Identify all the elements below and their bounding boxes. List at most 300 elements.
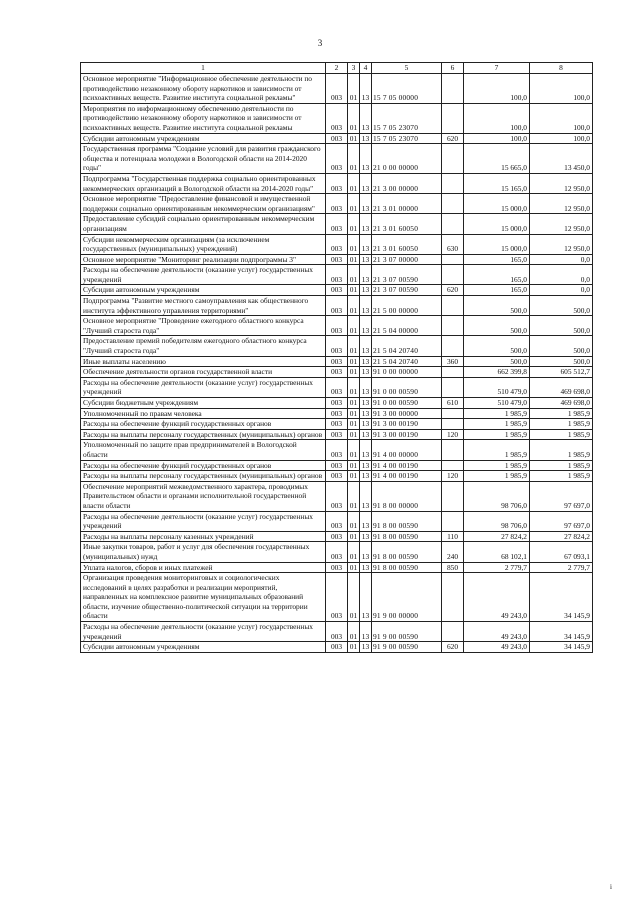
- ministry-code: 003: [326, 133, 348, 144]
- amount-year-2: 469 698,0: [530, 377, 593, 397]
- section-code: 01: [348, 144, 360, 174]
- section-code: 01: [348, 74, 360, 104]
- expense-type-code: [442, 408, 464, 419]
- amount-year-1: 510 479,0: [464, 398, 530, 409]
- target-article-code: 21 0 00 00000: [372, 144, 442, 174]
- ministry-code: 003: [326, 460, 348, 471]
- section-code: 01: [348, 429, 360, 440]
- target-article-code: 21 3 07 00000: [372, 254, 442, 265]
- amount-year-2: 12 950,0: [530, 234, 593, 254]
- amount-year-1: 15 000,0: [464, 214, 530, 234]
- amount-year-2: 1 985,9: [530, 408, 593, 419]
- expense-type-code: [442, 377, 464, 397]
- amount-year-1: 49 243,0: [464, 573, 530, 622]
- row-name: Обеспечение мероприятий межведомственного характера, проводимых Правительством области и органами исполнительной государственной власти области: [81, 481, 326, 511]
- target-article-code: 21 3 01 60050: [372, 234, 442, 254]
- section-code: 01: [348, 367, 360, 378]
- expense-type-code: [442, 296, 464, 316]
- amount-year-2: 100,0: [530, 103, 593, 133]
- subsection-code: 13: [360, 336, 372, 356]
- table-row: [81, 296, 593, 316]
- target-article-code: 91 8 00 00590: [372, 562, 442, 573]
- ministry-code: 003: [326, 429, 348, 440]
- amount-year-2: 27 824,2: [530, 531, 593, 542]
- subsection-code: 13: [360, 573, 372, 622]
- ministry-code: 003: [326, 173, 348, 193]
- expense-type-code: 620: [442, 285, 464, 296]
- section-code: 01: [348, 356, 360, 367]
- section-code: 01: [348, 265, 360, 285]
- header-cell: 5: [372, 63, 442, 74]
- target-article-code: 91 8 00 00000: [372, 481, 442, 511]
- amount-year-2: 67 093,1: [530, 542, 593, 562]
- row-name: Субсидии некоммерческим организациям (за исключением государственных (муниципальных) учреждений): [81, 234, 326, 254]
- target-article-code: 91 8 00 00590: [372, 542, 442, 562]
- row-name: Основное мероприятие "Мониторинг реализации подпрограммы 3": [81, 254, 326, 265]
- expense-type-code: [442, 440, 464, 460]
- amount-year-2: 1 985,9: [530, 440, 593, 460]
- subsection-code: 13: [360, 74, 372, 104]
- section-code: 01: [348, 642, 360, 653]
- section-code: 01: [348, 460, 360, 471]
- subsection-code: 13: [360, 367, 372, 378]
- target-article-code: 91 8 00 00590: [372, 511, 442, 531]
- target-article-code: 21 5 00 00000: [372, 296, 442, 316]
- amount-year-1: 1 985,9: [464, 471, 530, 482]
- amount-year-1: 15 665,0: [464, 144, 530, 174]
- subsection-code: 13: [360, 234, 372, 254]
- row-name: Расходы на обеспечение деятельности (оказание услуг) государственных учреждений: [81, 622, 326, 642]
- section-code: 01: [348, 573, 360, 622]
- ministry-code: 003: [326, 316, 348, 336]
- row-name: Субсидии автономным учреждениям: [81, 642, 326, 653]
- header-cell: 4: [360, 63, 372, 74]
- amount-year-2: 97 697,0: [530, 511, 593, 531]
- table-row: [81, 562, 593, 573]
- table-row: [81, 265, 593, 285]
- row-name: Уполномоченный по защите прав предпринимателей в Вологодской области: [81, 440, 326, 460]
- amount-year-1: 100,0: [464, 133, 530, 144]
- amount-year-2: 2 779,7: [530, 562, 593, 573]
- row-name: Иные выплаты населению: [81, 356, 326, 367]
- expense-type-code: [442, 336, 464, 356]
- table-row: [81, 367, 593, 378]
- section-code: 01: [348, 481, 360, 511]
- table-row: [81, 356, 593, 367]
- table-row: [81, 642, 593, 653]
- amount-year-1: 165,0: [464, 254, 530, 265]
- amount-year-1: 662 399,8: [464, 367, 530, 378]
- section-code: 01: [348, 622, 360, 642]
- section-code: 01: [348, 419, 360, 430]
- expense-type-code: [442, 460, 464, 471]
- subsection-code: 13: [360, 316, 372, 336]
- section-code: 01: [348, 471, 360, 482]
- section-code: 01: [348, 542, 360, 562]
- expense-type-code: 120: [442, 471, 464, 482]
- target-article-code: 21 5 04 20740: [372, 336, 442, 356]
- table-row: [81, 234, 593, 254]
- ministry-code: 003: [326, 296, 348, 316]
- header-cell: 6: [442, 63, 464, 74]
- expense-type-code: [442, 144, 464, 174]
- ministry-code: 003: [326, 254, 348, 265]
- amount-year-2: 34 145,9: [530, 573, 593, 622]
- target-article-code: 91 9 00 00590: [372, 622, 442, 642]
- target-article-code: 21 3 07 00590: [372, 265, 442, 285]
- row-name: Предоставление субсидий социально ориентированным некоммерческим организациям: [81, 214, 326, 234]
- section-code: 01: [348, 377, 360, 397]
- target-article-code: 91 3 00 00190: [372, 429, 442, 440]
- row-name: Субсидии бюджетным учреждениям: [81, 398, 326, 409]
- header-cell: 8: [530, 63, 593, 74]
- amount-year-2: 12 950,0: [530, 214, 593, 234]
- amount-year-2: 12 950,0: [530, 194, 593, 214]
- expense-type-code: [442, 419, 464, 430]
- row-name: Основное мероприятие "Проведение ежегодного областного конкурса "Лучший староста года": [81, 316, 326, 336]
- ministry-code: 003: [326, 285, 348, 296]
- ministry-code: 003: [326, 542, 348, 562]
- section-code: 01: [348, 511, 360, 531]
- amount-year-1: 165,0: [464, 285, 530, 296]
- expense-type-code: [442, 194, 464, 214]
- amount-year-2: 605 512,7: [530, 367, 593, 378]
- amount-year-1: 15 000,0: [464, 194, 530, 214]
- subsection-code: 13: [360, 285, 372, 296]
- amount-year-2: 34 145,9: [530, 622, 593, 642]
- amount-year-2: 500,0: [530, 296, 593, 316]
- ministry-code: 003: [326, 234, 348, 254]
- header-cell: 2: [326, 63, 348, 74]
- subsection-code: 13: [360, 173, 372, 193]
- target-article-code: 21 3 07 00590: [372, 285, 442, 296]
- header-cell: 3: [348, 63, 360, 74]
- ministry-code: 003: [326, 481, 348, 511]
- subsection-code: 13: [360, 419, 372, 430]
- amount-year-2: 0,0: [530, 254, 593, 265]
- amount-year-1: 1 985,9: [464, 460, 530, 471]
- amount-year-2: 469 698,0: [530, 398, 593, 409]
- amount-year-1: 100,0: [464, 74, 530, 104]
- expense-type-code: [442, 173, 464, 193]
- amount-year-1: 27 824,2: [464, 531, 530, 542]
- amount-year-1: 1 985,9: [464, 440, 530, 460]
- subsection-code: 13: [360, 429, 372, 440]
- ministry-code: 003: [326, 265, 348, 285]
- expense-type-code: [442, 214, 464, 234]
- expense-type-code: 620: [442, 642, 464, 653]
- expense-type-code: 240: [442, 542, 464, 562]
- subsection-code: 13: [360, 144, 372, 174]
- ministry-code: 003: [326, 471, 348, 482]
- amount-year-1: 165,0: [464, 265, 530, 285]
- section-code: 01: [348, 214, 360, 234]
- table-row: [81, 622, 593, 642]
- target-article-code: 91 9 00 00590: [372, 642, 442, 653]
- table-row: [81, 531, 593, 542]
- subsection-code: 13: [360, 511, 372, 531]
- section-code: 01: [348, 531, 360, 542]
- subsection-code: 13: [360, 214, 372, 234]
- expense-type-code: 120: [442, 429, 464, 440]
- expense-type-code: 620: [442, 133, 464, 144]
- section-code: 01: [348, 408, 360, 419]
- target-article-code: 91 8 00 00590: [372, 531, 442, 542]
- subsection-code: 13: [360, 440, 372, 460]
- amount-year-1: 1 985,9: [464, 408, 530, 419]
- target-article-code: 91 0 00 00590: [372, 377, 442, 397]
- amount-year-2: 34 145,9: [530, 642, 593, 653]
- target-article-code: 91 3 00 00000: [372, 408, 442, 419]
- row-name: Государственная программа "Создание условий для развития гражданского общества и потенциала молодежи в Вологодской области на 2014-2020 годы": [81, 144, 326, 174]
- section-code: 01: [348, 234, 360, 254]
- ministry-code: 003: [326, 622, 348, 642]
- amount-year-1: 98 706,0: [464, 481, 530, 511]
- amount-year-1: 500,0: [464, 316, 530, 336]
- target-article-code: 91 3 00 00190: [372, 419, 442, 430]
- subsection-code: 13: [360, 481, 372, 511]
- ministry-code: 003: [326, 531, 348, 542]
- ministry-code: 003: [326, 214, 348, 234]
- amount-year-1: 98 706,0: [464, 511, 530, 531]
- section-code: 01: [348, 173, 360, 193]
- subsection-code: 13: [360, 562, 372, 573]
- table-row: [81, 103, 593, 133]
- subsection-code: 13: [360, 642, 372, 653]
- row-name: Расходы на выплаты персоналу государственных (муниципальных) органов: [81, 471, 326, 482]
- table-row: [81, 144, 593, 174]
- section-code: 01: [348, 194, 360, 214]
- amount-year-1: 500,0: [464, 356, 530, 367]
- target-article-code: 15 7 05 00000: [372, 74, 442, 104]
- subsection-code: 13: [360, 460, 372, 471]
- expense-type-code: [442, 622, 464, 642]
- amount-year-2: 1 985,9: [530, 429, 593, 440]
- ministry-code: 003: [326, 194, 348, 214]
- ministry-code: 003: [326, 367, 348, 378]
- ministry-code: 003: [326, 398, 348, 409]
- row-name: Предоставление премий победителям ежегодного областного конкурса "Лучший староста года": [81, 336, 326, 356]
- amount-year-1: 15 000,0: [464, 234, 530, 254]
- amount-year-2: 500,0: [530, 316, 593, 336]
- subsection-code: 13: [360, 265, 372, 285]
- expense-type-code: [442, 511, 464, 531]
- section-code: 01: [348, 103, 360, 133]
- ministry-code: 003: [326, 573, 348, 622]
- table-row: [81, 481, 593, 511]
- subsection-code: 13: [360, 194, 372, 214]
- table-row: [81, 194, 593, 214]
- table-row: [81, 408, 593, 419]
- amount-year-2: 12 950,0: [530, 173, 593, 193]
- table-row: [81, 74, 593, 104]
- amount-year-2: 1 985,9: [530, 419, 593, 430]
- table-row: [81, 336, 593, 356]
- row-name: Расходы на выплаты персоналу казенных учреждений: [81, 531, 326, 542]
- section-code: 01: [348, 398, 360, 409]
- amount-year-2: 100,0: [530, 74, 593, 104]
- row-name: Уплата налогов, сборов и иных платежей: [81, 562, 326, 573]
- table-row: [81, 133, 593, 144]
- expense-type-code: [442, 481, 464, 511]
- row-name: Подпрограмма "Развитие местного самоуправления как общественного института эффективного управления территориями": [81, 296, 326, 316]
- section-code: 01: [348, 316, 360, 336]
- ministry-code: 003: [326, 408, 348, 419]
- row-name: Основное мероприятие "Информационное обеспечение деятельности по противодействию незаконному обороту наркотиков и зависимости от психоактивных веществ. Развитие института социальной рекламы": [81, 74, 326, 104]
- target-article-code: 91 4 00 00190: [372, 460, 442, 471]
- subsection-code: 13: [360, 254, 372, 265]
- ministry-code: 003: [326, 336, 348, 356]
- amount-year-1: 100,0: [464, 103, 530, 133]
- row-name: Мероприятия по информационному обеспечению деятельности по противодействию незаконному обороту наркотиков и зависимости от психоактивных веществ. Развитие института социальной рекламы: [81, 103, 326, 133]
- row-name: Подпрограмма "Государственная поддержка социально ориентированных некоммерческих организаций в Вологодской области на 2014-2020 годы": [81, 173, 326, 193]
- table-row: [81, 254, 593, 265]
- amount-year-1: 15 165,0: [464, 173, 530, 193]
- table-row: [81, 440, 593, 460]
- ministry-code: 003: [326, 642, 348, 653]
- target-article-code: 15 7 05 23070: [372, 133, 442, 144]
- subsection-code: 13: [360, 471, 372, 482]
- subsection-code: 13: [360, 398, 372, 409]
- row-name: Субсидии автономным учреждениям: [81, 133, 326, 144]
- ministry-code: 003: [326, 377, 348, 397]
- row-name: Расходы на обеспечение функций государственных органов: [81, 460, 326, 471]
- table-row: [81, 316, 593, 336]
- subsection-code: 13: [360, 377, 372, 397]
- target-article-code: 91 4 00 00000: [372, 440, 442, 460]
- amount-year-2: 97 697,0: [530, 481, 593, 511]
- page-number: 3: [317, 38, 323, 48]
- subsection-code: 13: [360, 296, 372, 316]
- section-code: 01: [348, 562, 360, 573]
- expense-type-code: 610: [442, 398, 464, 409]
- row-name: Организация проведения мониторинговых и социологических исследований в целях разработки и реализации мероприятий, направленных на комплексное развитие муниципальных образований области, изучение общественно-политической ситуации на территории области: [81, 573, 326, 622]
- table-row: [81, 419, 593, 430]
- amount-year-2: 1 985,9: [530, 471, 593, 482]
- amount-year-2: 500,0: [530, 336, 593, 356]
- expense-type-code: [442, 103, 464, 133]
- table-row: [81, 471, 593, 482]
- amount-year-2: 0,0: [530, 285, 593, 296]
- target-article-code: 91 0 00 00590: [372, 398, 442, 409]
- target-article-code: 21 5 04 20740: [372, 356, 442, 367]
- expense-type-code: 850: [442, 562, 464, 573]
- header-row: [81, 63, 593, 74]
- subsection-code: 13: [360, 542, 372, 562]
- table-body: [81, 74, 593, 653]
- amount-year-1: 510 479,0: [464, 377, 530, 397]
- ministry-code: 003: [326, 144, 348, 174]
- amount-year-1: 500,0: [464, 296, 530, 316]
- row-name: Иные закупки товаров, работ и услуг для обеспечения государственных (муниципальных) нужд: [81, 542, 326, 562]
- amount-year-1: 49 243,0: [464, 642, 530, 653]
- section-code: 01: [348, 296, 360, 316]
- ministry-code: 003: [326, 419, 348, 430]
- header-cell: 1: [81, 63, 326, 74]
- budget-table: [80, 62, 593, 653]
- amount-year-1: 1 985,9: [464, 419, 530, 430]
- expense-type-code: 630: [442, 234, 464, 254]
- subsection-code: 13: [360, 356, 372, 367]
- row-name: Расходы на обеспечение деятельности (оказание услуг) государственных учреждений: [81, 265, 326, 285]
- ministry-code: 003: [326, 511, 348, 531]
- expense-type-code: [442, 573, 464, 622]
- target-article-code: 91 9 00 00000: [372, 573, 442, 622]
- row-name: Расходы на обеспечение деятельности (оказание услуг) государственных учреждений: [81, 511, 326, 531]
- table-row: [81, 173, 593, 193]
- subsection-code: 13: [360, 622, 372, 642]
- amount-year-2: 0,0: [530, 265, 593, 285]
- subsection-code: 13: [360, 408, 372, 419]
- row-name: Расходы на выплаты персоналу государственных (муниципальных) органов: [81, 429, 326, 440]
- expense-type-code: [442, 74, 464, 104]
- target-article-code: 21 3 00 00000: [372, 173, 442, 193]
- target-article-code: 91 4 00 00190: [372, 471, 442, 482]
- table-row: [81, 460, 593, 471]
- amount-year-1: 500,0: [464, 336, 530, 356]
- row-name: Расходы на обеспечение функций государственных органов: [81, 419, 326, 430]
- amount-year-2: 500,0: [530, 356, 593, 367]
- row-name: Уполномоченный по правам человека: [81, 408, 326, 419]
- expense-type-code: 360: [442, 356, 464, 367]
- row-name: Субсидии автономным учреждениям: [81, 285, 326, 296]
- subsection-code: 13: [360, 531, 372, 542]
- table-row: [81, 429, 593, 440]
- section-code: 01: [348, 440, 360, 460]
- amount-year-1: 2 779,7: [464, 562, 530, 573]
- table-row: [81, 214, 593, 234]
- target-article-code: 91 0 00 00000: [372, 367, 442, 378]
- table-row: [81, 511, 593, 531]
- target-article-code: 15 7 05 23070: [372, 103, 442, 133]
- table-row: [81, 542, 593, 562]
- table-row: [81, 573, 593, 622]
- expense-type-code: 110: [442, 531, 464, 542]
- amount-year-2: 13 450,0: [530, 144, 593, 174]
- table-row: [81, 285, 593, 296]
- table-row: [81, 377, 593, 397]
- ministry-code: 003: [326, 103, 348, 133]
- expense-type-code: [442, 316, 464, 336]
- ministry-code: 003: [326, 562, 348, 573]
- amount-year-1: 49 243,0: [464, 622, 530, 642]
- ministry-code: 003: [326, 440, 348, 460]
- subsection-code: 13: [360, 103, 372, 133]
- footer-mark: i: [610, 883, 612, 891]
- section-code: 01: [348, 133, 360, 144]
- table-row: [81, 398, 593, 409]
- target-article-code: 21 5 04 00000: [372, 316, 442, 336]
- row-name: Основное мероприятие "Предоставление финансовой и имущественной поддержки социально ориентированным некоммерческим организациям": [81, 194, 326, 214]
- subsection-code: 13: [360, 133, 372, 144]
- target-article-code: 21 3 01 60050: [372, 214, 442, 234]
- expense-type-code: [442, 265, 464, 285]
- ministry-code: 003: [326, 356, 348, 367]
- row-name: Расходы на обеспечение деятельности (оказание услуг) государственных учреждений: [81, 377, 326, 397]
- ministry-code: 003: [326, 74, 348, 104]
- amount-year-2: 100,0: [530, 133, 593, 144]
- section-code: 01: [348, 336, 360, 356]
- section-code: 01: [348, 254, 360, 265]
- target-article-code: 21 3 01 00000: [372, 194, 442, 214]
- expense-type-code: [442, 367, 464, 378]
- amount-year-2: 1 985,9: [530, 460, 593, 471]
- amount-year-1: 1 985,9: [464, 429, 530, 440]
- row-name: Обеспечение деятельности органов государственной власти: [81, 367, 326, 378]
- section-code: 01: [348, 285, 360, 296]
- expense-type-code: [442, 254, 464, 265]
- amount-year-1: 68 102,1: [464, 542, 530, 562]
